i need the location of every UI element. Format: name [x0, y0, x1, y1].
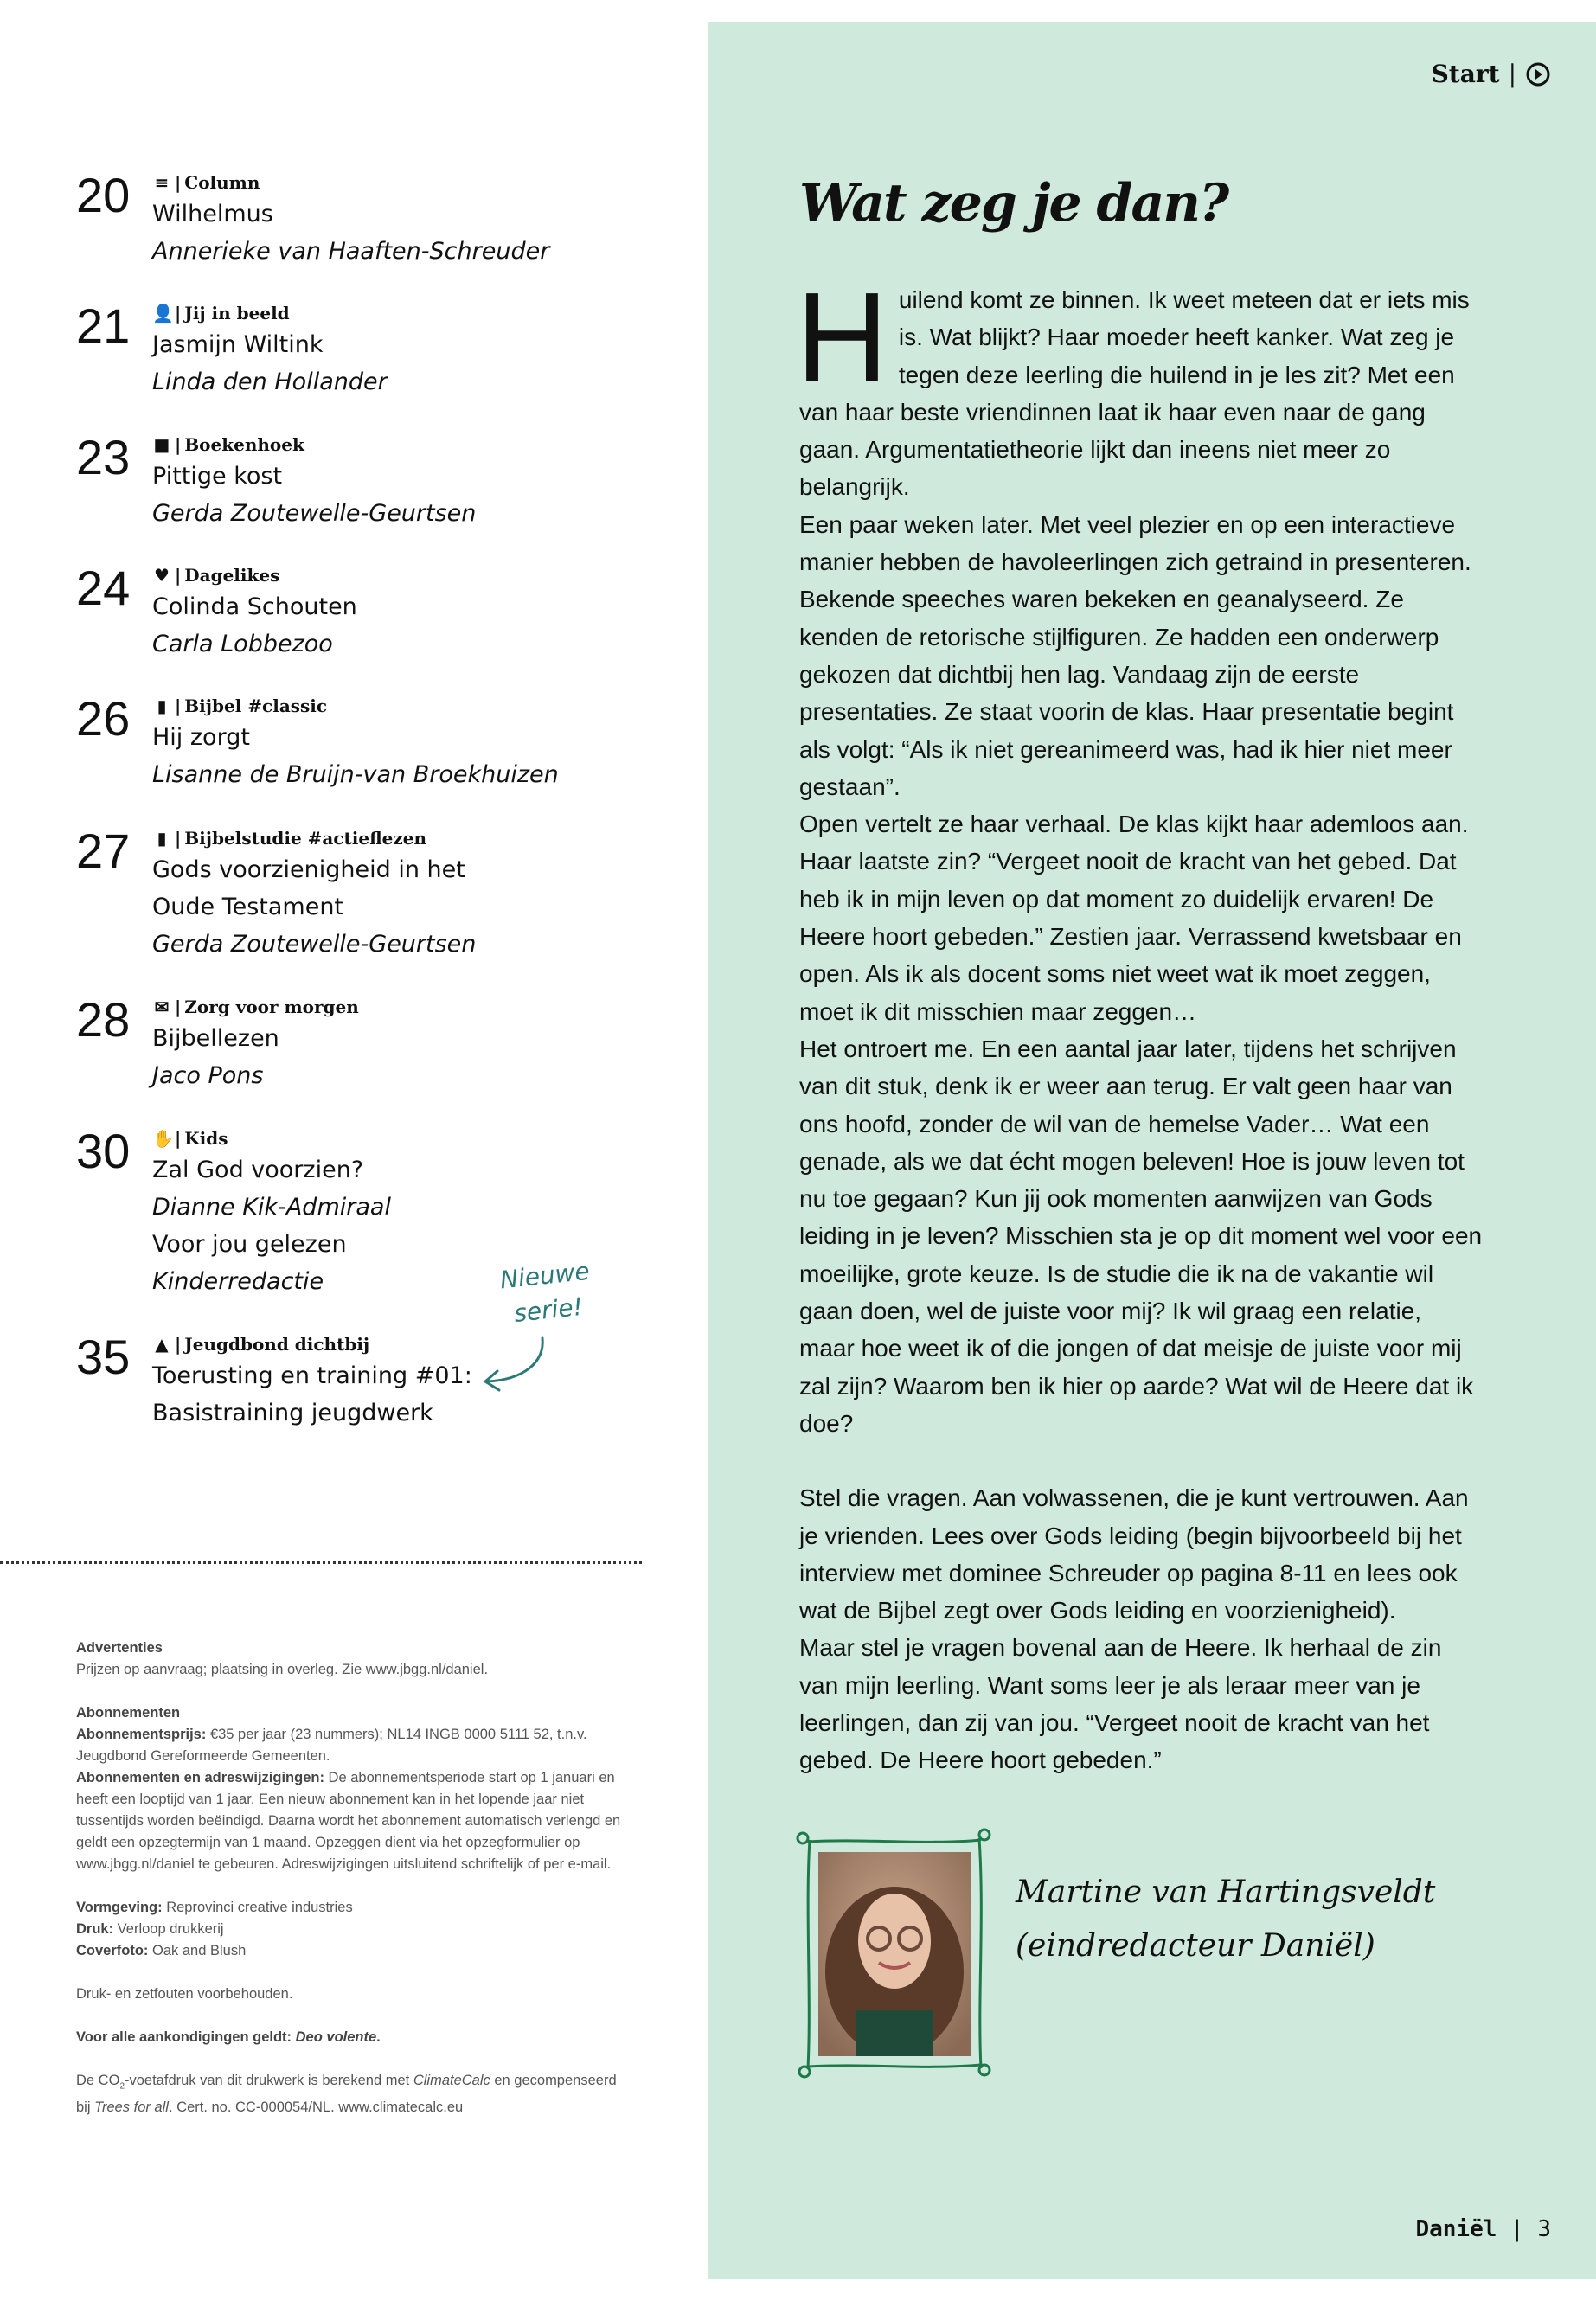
- toc-title: Gods voorzienigheid in het Oude Testament: [152, 856, 465, 920]
- book-icon: ■: [153, 434, 170, 455]
- toc-author: Lisanne de Bruijn-van Broekhuizen: [152, 761, 559, 788]
- new-series-note: Nieuwe serie!: [498, 1256, 592, 1328]
- category-label: ≡ | Column: [152, 170, 630, 195]
- start-link[interactable]: Start |: [1432, 60, 1551, 88]
- toc-item[interactable]: [76, 693, 630, 793]
- toc-item[interactable]: [76, 562, 630, 663]
- article-title: Wat zeg je dan?: [799, 173, 1228, 234]
- play-circle-icon: [1525, 61, 1551, 87]
- toc-item[interactable]: [76, 170, 630, 270]
- arrow-icon: [480, 1336, 549, 1397]
- toc-title: Wilhelmus: [152, 201, 273, 228]
- toc-item[interactable]: [76, 994, 630, 1094]
- bible-icon: ▮: [157, 828, 167, 849]
- editorial-panel: [708, 22, 1596, 2279]
- category-label: ✋ | Kids: [152, 1125, 630, 1151]
- page-number: 21: [76, 298, 131, 353]
- drop-cap: H: [796, 266, 888, 409]
- person-icon: 👤: [152, 303, 174, 324]
- toc-title: Colinda Schouten: [152, 593, 357, 620]
- toc-title: Bijbellezen: [152, 1025, 279, 1052]
- toc-title: Zal God voorzien?: [152, 1157, 364, 1183]
- category-label: ▮ | Bijbelstudie #actieflezen: [152, 825, 630, 851]
- page-number: 20: [76, 168, 131, 222]
- category-label: ✉ | Zorg voor morgen: [152, 994, 630, 1020]
- tent-icon: ▲: [155, 1334, 169, 1355]
- toc-author: Gerda Zoutewelle-Geurtsen: [152, 931, 477, 958]
- signature: Martine van Hartingsveldt (eindredacteur Daniël): [1016, 1874, 1436, 1964]
- category-label: ♥ | Dagelikes: [152, 562, 630, 588]
- toc-title: Voor jou gelezen: [152, 1231, 347, 1258]
- author-block: [799, 1831, 1483, 2067]
- colophon: Advertenties Prijzen op aanvraag; plaatsing in overleg. Zie www.jbgg.nl/daniel. Abonnementen Abonnementsprijs: €35 per jaar (23 nummers); NL14 INGB 0000 5111 52, t.n.v. Jeugdbond Gereformeerde Gemeenten. Abonnementen en adreswijzigingen: De abonnementsperiode start op 1 januari en heeft een looptijd van 1 jaar. Een nieuw abonnement kan in het lopende jaar niet tussentijds worden beëindigd. Daarna wordt het abonnement automatisch verlengd en geldt een opzegtermijn van 1 maand. Opzeggen dient via het opzegformulier op www.jbgg.nl/daniel te gebeuren. Adreswijzigingen uitsluitend schriftelijk of per e-mail. Vormgeving: Reprovinci creative industries Druk: Verloop drukkerij Coverfoto: Oak and Blush Druk- en zetfouten voorbehouden. Voor alle aankondigingen geldt: Deo volente. De $CO_2$-voetafdruk van dit drukwerk is berekend met ClimateCalc en gecompenseerd bij Trees for all. Cert. no. CC-000054/NL. www.climatecalc.eu: [76, 1640, 621, 2116]
- envelope-icon: ✉: [154, 997, 170, 1017]
- toc-author: Linda den Hollander: [152, 369, 388, 395]
- heart-icon: ♥: [154, 565, 170, 586]
- category-label: ■ | Boekenhoek: [152, 432, 630, 458]
- lines-icon: ≡: [154, 172, 170, 193]
- toc-author: Dianne Kik-Admiraal: [152, 1194, 391, 1221]
- toc-author: Gerda Zoutewelle-Geurtsen: [152, 500, 477, 527]
- page-number: 28: [76, 992, 131, 1047]
- toc-author: Kinderredactie: [152, 1268, 324, 1295]
- page-number: 35: [76, 1330, 131, 1384]
- page-number: 23: [76, 430, 131, 484]
- page-number: 27: [76, 824, 131, 878]
- category-label: ▮ | Bijbel #classic: [152, 693, 630, 719]
- toc-item[interactable]: [76, 432, 630, 532]
- divider: [0, 1561, 642, 1564]
- toc-title: Pittige kost: [152, 463, 283, 490]
- page-number: 26: [76, 691, 131, 746]
- toc-title: Jasmijn Wiltink: [152, 331, 324, 358]
- toc-item[interactable]: [76, 300, 630, 401]
- author-photo: [808, 1842, 981, 2067]
- hand-icon: ✋: [152, 1128, 174, 1149]
- toc-author: Jaco Pons: [152, 1062, 264, 1089]
- bible-icon: ▮: [157, 695, 167, 716]
- toc-title: Hij zorgt: [152, 724, 250, 751]
- toc-author: Annerieke van Haaften-Schreuder: [152, 238, 550, 265]
- page-footer: Daniël | 3: [1415, 2216, 1551, 2242]
- toc-title: Toerusting en training #01: Basistraining jeugdwerk: [152, 1362, 472, 1426]
- category-label: 👤 | Jij in beeld: [152, 300, 630, 326]
- page-number: 24: [76, 561, 131, 615]
- toc-author: Carla Lobbezoo: [152, 631, 333, 657]
- article-body: H uilend komt ze binnen. Ik weet meteen dat er iets mis is. Wat blijkt? Haar moeder heeft kanker. Wat zeg je tegen deze leerling die huilend in je les zit? Met een van haar beste vriendinnen laat ik haar even naar de gang gaan. Argumentatietheorie lijkt dan ineens niet meer zo belangrijk. Een paar weken later. Met veel plezier en op een interactieve manier hebben de havoleerlingen zich getraind in presenteren. Bekende speeches waren bekeken en geanalyseerd. Ze kenden de retorische stijlfiguren. Ze hadden een onderwerp gekozen dat dichtbij hen lag. Vandaag zijn de eerste presentaties. Ze staat voorin de klas. Haar presentatie begint als volgt: “Als ik niet gereanimeerd was, had ik hier niet meer gestaan”. Open vertelt ze haar verhaal. De klas kijkt haar ademloos aan. Haar laatste zin? “Vergeet nooit de kracht van het gebed. Dat heb ik in mijn leven op dat moment zo duidelijk ervaren! De Heere hoort gebeden.” Zestien jaar. Verrassend kwetsbaar en open. Als ik als docent soms niet weet wat ik moet zeggen, moet ik dit misschien maar zeggen… Het ontroert me. En een aantal jaar later, tijdens het schrijven van dit stuk, denk ik er weer aan terug. Er valt geen haar van ons hoofd, zonder de wil van de hemelse Vader… Wat een genade, als we dat écht mogen beleven! Hoe is jouw leven tot nu toe gegaan? Kun jij ook momenten aanwijzen van Gods leiding in je leven? Misschien sta je op dit moment wel voor een moeilijke, grote keuze. Is de studie die ik na de vakantie wil gaan doen, wel de juiste voor mij? Ik wil graag een relatie, maar hoe weet ik of die jongen of dat meisje de juiste voor mij zal zijn? Waarom ben ik hier op aarde? Wat wil de Heere dat ik doe? Stel die vragen. Aan volwassenen, die je kunt vertrouwen. Aan je vrienden. Lees over Gods leiding (begin bijvoorbeeld bij het interview met dominee Schreuder op pagina 8-11 en lees ook wat de Bijbel zegt over Gods leiding en voorzienigheid). Maar stel je vragen bovenal aan de Heere. Ik herhaal de zin van mijn leerling. Want soms leer je als leraar meer van je leerlingen, dan zij van jou. “Vergeet nooit de kracht van het gebed. De Heere hoort gebeden.” Martine van Hartingsveldt (eindredacteur Daniël): [799, 281, 1483, 2067]
- toc-item[interactable]: [76, 825, 630, 963]
- page-number: 30: [76, 1124, 131, 1178]
- category-label: ▲ | Jeugdbond dichtbij: [152, 1331, 630, 1357]
